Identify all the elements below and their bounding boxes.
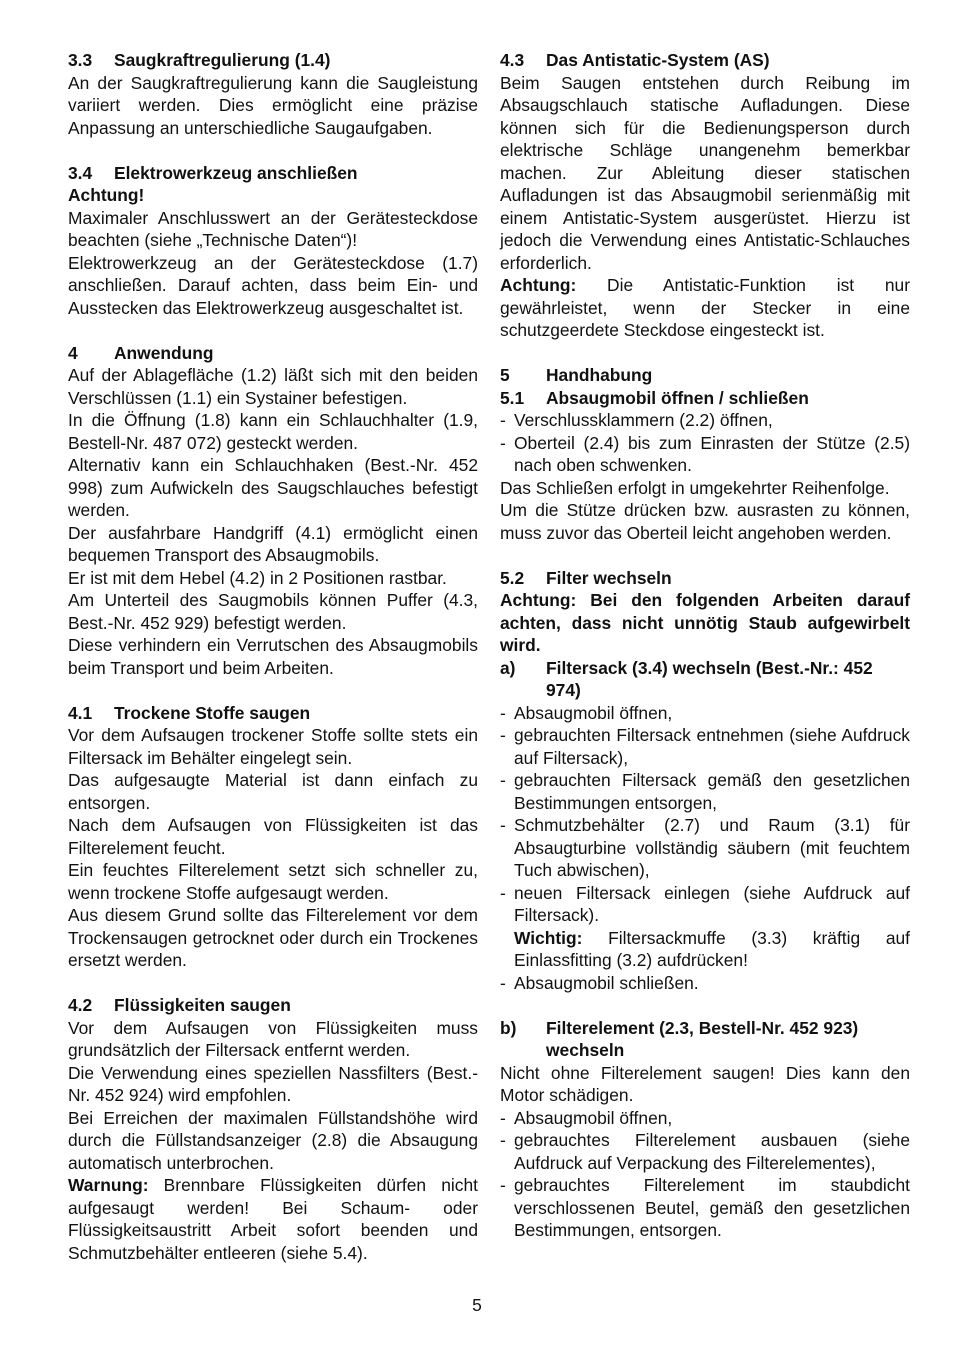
bullet-list <box>500 1107 910 1242</box>
list-item: - Schmutzbehälter (2.7) und Raum (3.1) für Absaugturbine vollständig säubern (mit feuchtem Tuch abwischen), <box>500 814 910 882</box>
paragraph: Elektrowerkzeug an der Gerätesteckdose (1.7) anschließen. Darauf achten, dass beim Ein- und Ausstecken das Elektrowerkzeug ausgeschaltet ist. <box>68 252 478 318</box>
paragraph: Das Schließen erfolgt in umgekehrter Reihenfolge. <box>500 477 890 498</box>
bullet-list <box>500 409 910 477</box>
list-item: - Absaugmobil öffnen, <box>500 702 910 725</box>
paragraph: Um die Stütze drücken bzw. ausrasten zu können, muss zuvor das Oberteil leicht angehoben werden. <box>500 500 910 543</box>
paragraph: Vor dem Aufsaugen von Flüssigkeiten muss grundsätzlich der Filtersack entfernt werden. <box>68 1017 478 1060</box>
warning-label: Achtung: <box>500 275 577 295</box>
paragraph: Aus diesem Grund sollte das Filterelement vor dem Trockensaugen getrocknet oder durch ein Trockenes ersetzt werden. <box>68 905 478 970</box>
list-item: - Absaugmobil schließen. <box>500 972 910 995</box>
section-5-1 <box>500 387 910 545</box>
list-item: - gebrauchten Filtersack gemäß den gesetzlichen Bestimmungen entsorgen, <box>500 769 910 814</box>
paragraph: Er ist mit dem Hebel (4.2) in 2 Positionen rastbar. <box>68 567 447 588</box>
paragraph: Vor dem Aufsaugen trockener Stoffe sollte stets ein Filtersack im Behälter eingelegt sein. <box>68 725 478 768</box>
list-item: - Absaugmobil öffnen, <box>500 1107 910 1130</box>
section-heading: 3.4 Elektrowerkzeug anschließen <box>68 162 358 183</box>
bullet-list <box>500 972 910 995</box>
list-item: - gebrauchtes Filterelement ausbauen (siehe Aufdruck auf Verpackung des Filterelementes), <box>500 1129 910 1174</box>
section-heading: 3.3 Saugkraftregulierung (1.4) <box>68 50 331 70</box>
section-4-1 <box>68 702 478 972</box>
warning-paragraph: Achtung: Bei den folgenden Arbeiten darauf achten, dass nicht unnötig Staub aufgewirbelt wird. <box>500 590 910 655</box>
paragraph: Ein feuchtes Filterelement setzt sich schneller zu, wenn trockene Stoffe aufgesaugt werden. <box>68 860 478 903</box>
paragraph: Beim Saugen entstehen durch Reibung im Absaugschlauch statische Aufladungen. Diese können sich für die Bedienungsperson durch elektrische Schläge unangenehm bemerkbar machen. Zur Ableitung dieser statischen Aufladungen ist das Absaugmobil serienmäßig mit einem Antistatic-System ausgerüstet. Hierzu ist jedoch die Verwendung eines Antistatic-Schlauches erforderlich. <box>500 72 910 273</box>
section-heading: 5.2 Filter wechseln <box>500 567 672 588</box>
section-heading: 4 Anwendung <box>68 342 214 363</box>
list-item: - gebrauchtes Filterelement im staubdicht verschlossenen Beutel, gemäß den gesetzlichen Bestimmungen, entsorgen. <box>500 1174 910 1242</box>
subsection-b <box>500 1017 910 1242</box>
paragraph: Nicht ohne Filterelement saugen! Dies kann den Motor schädigen. <box>500 1062 910 1105</box>
paragraph: Maximaler Anschlusswert an der Gerätesteckdose beachten (siehe „Technische Daten“)! <box>68 207 478 250</box>
list-item: - neuen Filtersack einlegen (siehe Aufdruck auf Filtersack). <box>500 882 910 927</box>
section-5 <box>500 364 910 387</box>
section-heading: 4.3 Das Antistatic-System (AS) <box>500 50 770 70</box>
paragraph: Das aufgesaugte Material ist dann einfach zu entsorgen. <box>68 770 478 813</box>
bullet-list <box>500 702 910 927</box>
list-item: - Oberteil (2.4) bis zum Einrasten der Stütze (2.5) nach oben schwenken. <box>500 432 910 477</box>
paragraph: Alternativ kann ein Schlauchhaken (Best.-Nr. 452 998) zum Aufwickeln des Saugschlauches befestigt werden. <box>68 455 478 520</box>
subsection-heading: b) Filterelement (2.3, Bestell-Nr. 452 923) wechseln <box>500 1017 859 1060</box>
paragraph: An der Saugkraftregulierung kann die Saugleistung variiert werden. Dies ermöglicht eine präzise Anpassung an unterschiedliche Saugaufgaben. <box>68 72 478 138</box>
left-column <box>68 49 478 1287</box>
paragraph: Am Unterteil des Saugmobils können Puffer (4.3, Best.-Nr. 452 929) befestigt werden. <box>68 590 478 633</box>
list-item: - gebrauchten Filtersack entnehmen (siehe Aufdruck auf Filtersack), <box>500 724 910 769</box>
paragraph: In die Öffnung (1.8) kann ein Schlauchhalter (1.9, Bestell-Nr. 487 072) gesteckt werden. <box>68 410 478 453</box>
paragraph: Nach dem Aufsaugen von Flüssigkeiten ist das Filterelement feucht. <box>68 815 478 858</box>
right-column <box>500 49 910 1264</box>
section-3-3 <box>68 49 478 139</box>
paragraph: Bei Erreichen der maximalen Füllstandshöhe wird durch die Füllstandsanzeiger (2.8) die Absaugung automatisch unterbrochen. <box>68 1107 478 1173</box>
section-4 <box>68 342 478 680</box>
paragraph: Auf der Ablagefläche (1.2) läßt sich mit den beiden Verschlüssen (1.1) ein Systainer befestigen. <box>68 365 478 408</box>
warning-label: Warnung: <box>68 1175 149 1195</box>
warning-paragraph: Warnung: Brennbare Flüssigkeiten dürfen nicht aufgesaugt werden! Bei Schaum- oder Flüssigkeitsaustritt Arbeit sofort beenden und Schmutzbehälter entleeren (siehe 5.4). <box>68 1175 478 1263</box>
subsection-heading: a) Filtersack (3.4) wechseln (Best.-Nr.: 452 974) <box>500 657 873 700</box>
section-5-2 <box>500 567 910 657</box>
section-heading: 5 Handhabung <box>500 365 653 385</box>
section-heading: 4.1 Trockene Stoffe saugen <box>68 702 311 723</box>
section-4-3 <box>500 49 910 342</box>
page-number: 5 <box>472 1295 482 1315</box>
paragraph: Die Verwendung eines speziellen Nassfilters (Best.-Nr. 452 924) wird empfohlen. <box>68 1062 478 1105</box>
paragraph: Diese verhindern ein Verrutschen des Absaugmobils beim Transport und beim Arbeiten. <box>68 635 478 678</box>
warning-label: Achtung! <box>68 185 145 205</box>
list-item: - Verschlussklammern (2.2) öffnen, <box>500 409 910 432</box>
section-3-4 <box>68 162 478 320</box>
note-label: Wichtig: <box>514 927 583 948</box>
section-heading: 4.2 Flüssigkeiten saugen <box>68 995 291 1015</box>
subsection-a <box>500 657 910 995</box>
section-4-2 <box>68 994 478 1264</box>
section-heading: 5.1 Absaugmobil öffnen / schließen <box>500 387 809 408</box>
paragraph: Der ausfahrbare Handgriff (4.1) ermöglicht einen bequemen Transport des Absaugmobils. <box>68 522 478 565</box>
important-note: Wichtig: Filtersackmuffe (3.3) kräftig auf Einlassfitting (3.2) aufdrücken! <box>514 927 910 970</box>
warning-paragraph: Achtung: Die Antistatic-Funktion ist nur gewährleistet, wenn der Stecker in eine schutzgeerdete Steckdose eingesteckt ist. <box>500 275 910 340</box>
